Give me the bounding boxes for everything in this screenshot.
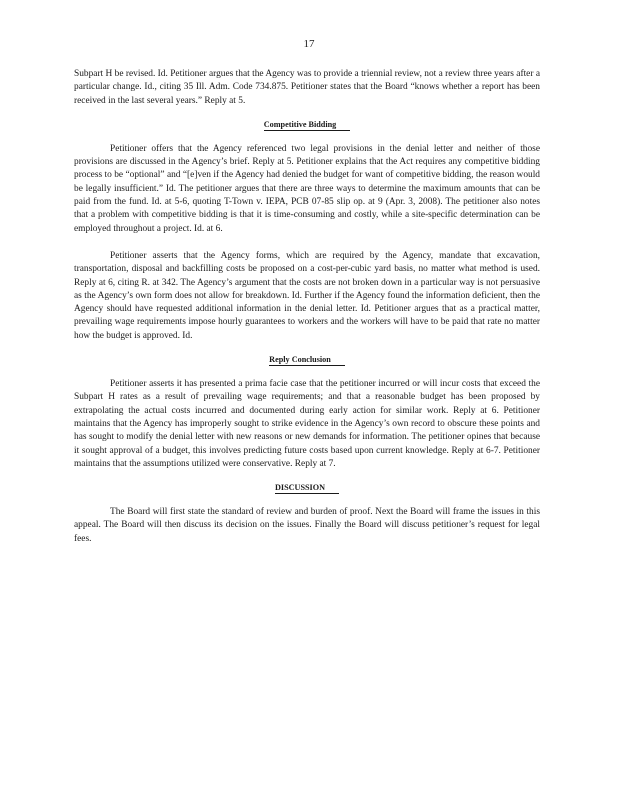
- page-number: 17: [303, 38, 315, 50]
- heading-text: Competitive Bidding: [264, 119, 351, 131]
- competitive-bidding-paragraph-2: Petitioner asserts that the Agency forms, which are required by the Agency, mandate that excavation, transportation, disposal and backfilling costs be proposed on a cost-per-cubic yard basis, no matter what method is used. Reply at 6, citing R. at 342. The Agency’s argument that the costs are not broken down in a particular way is not persuasive as the Agency’s own form does not allow for breakdown. Id. Further if the Agency found the information deficient, then the Agency should have requested additional information in the denial letter. Id. Petitioner argues that as a practical matter, prevailing wage requirements impose hourly guarantees to workers and the workers will have to be paid that rate no matter how the budget is approved. Id.: [74, 250, 540, 341]
- discussion-paragraph: The Board will first state the standard of review and burden of proof. Next the Board will frame the issues in this appeal. The Board will then discuss its decision on the issues. Finally the Board will discuss petitioner’s request for legal fees.: [74, 507, 540, 544]
- reply-conclusion-heading: [74, 353, 540, 366]
- document-body: [74, 68, 540, 546]
- intro-paragraph: Subpart H be revised. Id. Petitioner argues that the Agency was to provide a triennial review, not a review three years after a particular change. Id., citing 35 Ill. Adm. Code 734.875. Petitioner states that the Board “knows whether a report has been received in the last several years.” Reply at 5.: [74, 69, 540, 106]
- reply-conclusion-paragraph: Petitioner asserts it has presented a prima facie case that the petitioner incurred or will incur costs that exceed the Subpart H rates as a result of prevailing wage requirements; and that a reasonable budget has been proposed by extrapolating the actual costs incurred and documented during early action for similar work. Reply at 6. Petitioner maintains that the Agency has improperly sought to strike evidence in the Agency’s own record to obscure these points and has sought to modify the denial letter with new reasons or new demands for information. The petitioner opines that because it sought approval of a budget, this involves predicting future costs based upon current knowledge. Reply at 6-7. Petitioner maintains that the assumptions utilized were conservative. Reply at 7.: [74, 379, 540, 469]
- competitive-bidding-heading: [74, 118, 540, 131]
- discussion-heading: [74, 481, 540, 494]
- heading-text: DISCUSSION: [275, 482, 339, 494]
- heading-text: Reply Conclusion: [269, 354, 345, 366]
- competitive-bidding-paragraph-1: Petitioner offers that the Agency referenced two legal provisions in the denial letter and neither of those provisions are discussed in the Agency’s brief. Reply at 5. Petitioner explains that the Act requires any competitive bidding process to be “optional” and “[e]ven if the Agency had denied the budget for want of competitive bidding, the reason would be legally insufficient.” Id. The petitioner argues that there are three ways to determine the maximum amounts that can be paid from the fund. Id. at 5-6, quoting T-Town v. IEPA, PCB 07-85 slip op. at 9 (Apr. 3, 2008). The petitioner also notes that a problem with competitive bidding is that it is time-consuming and costly, while a site-specific determination can be employed throughout a project. Id. at 6.: [74, 143, 540, 234]
